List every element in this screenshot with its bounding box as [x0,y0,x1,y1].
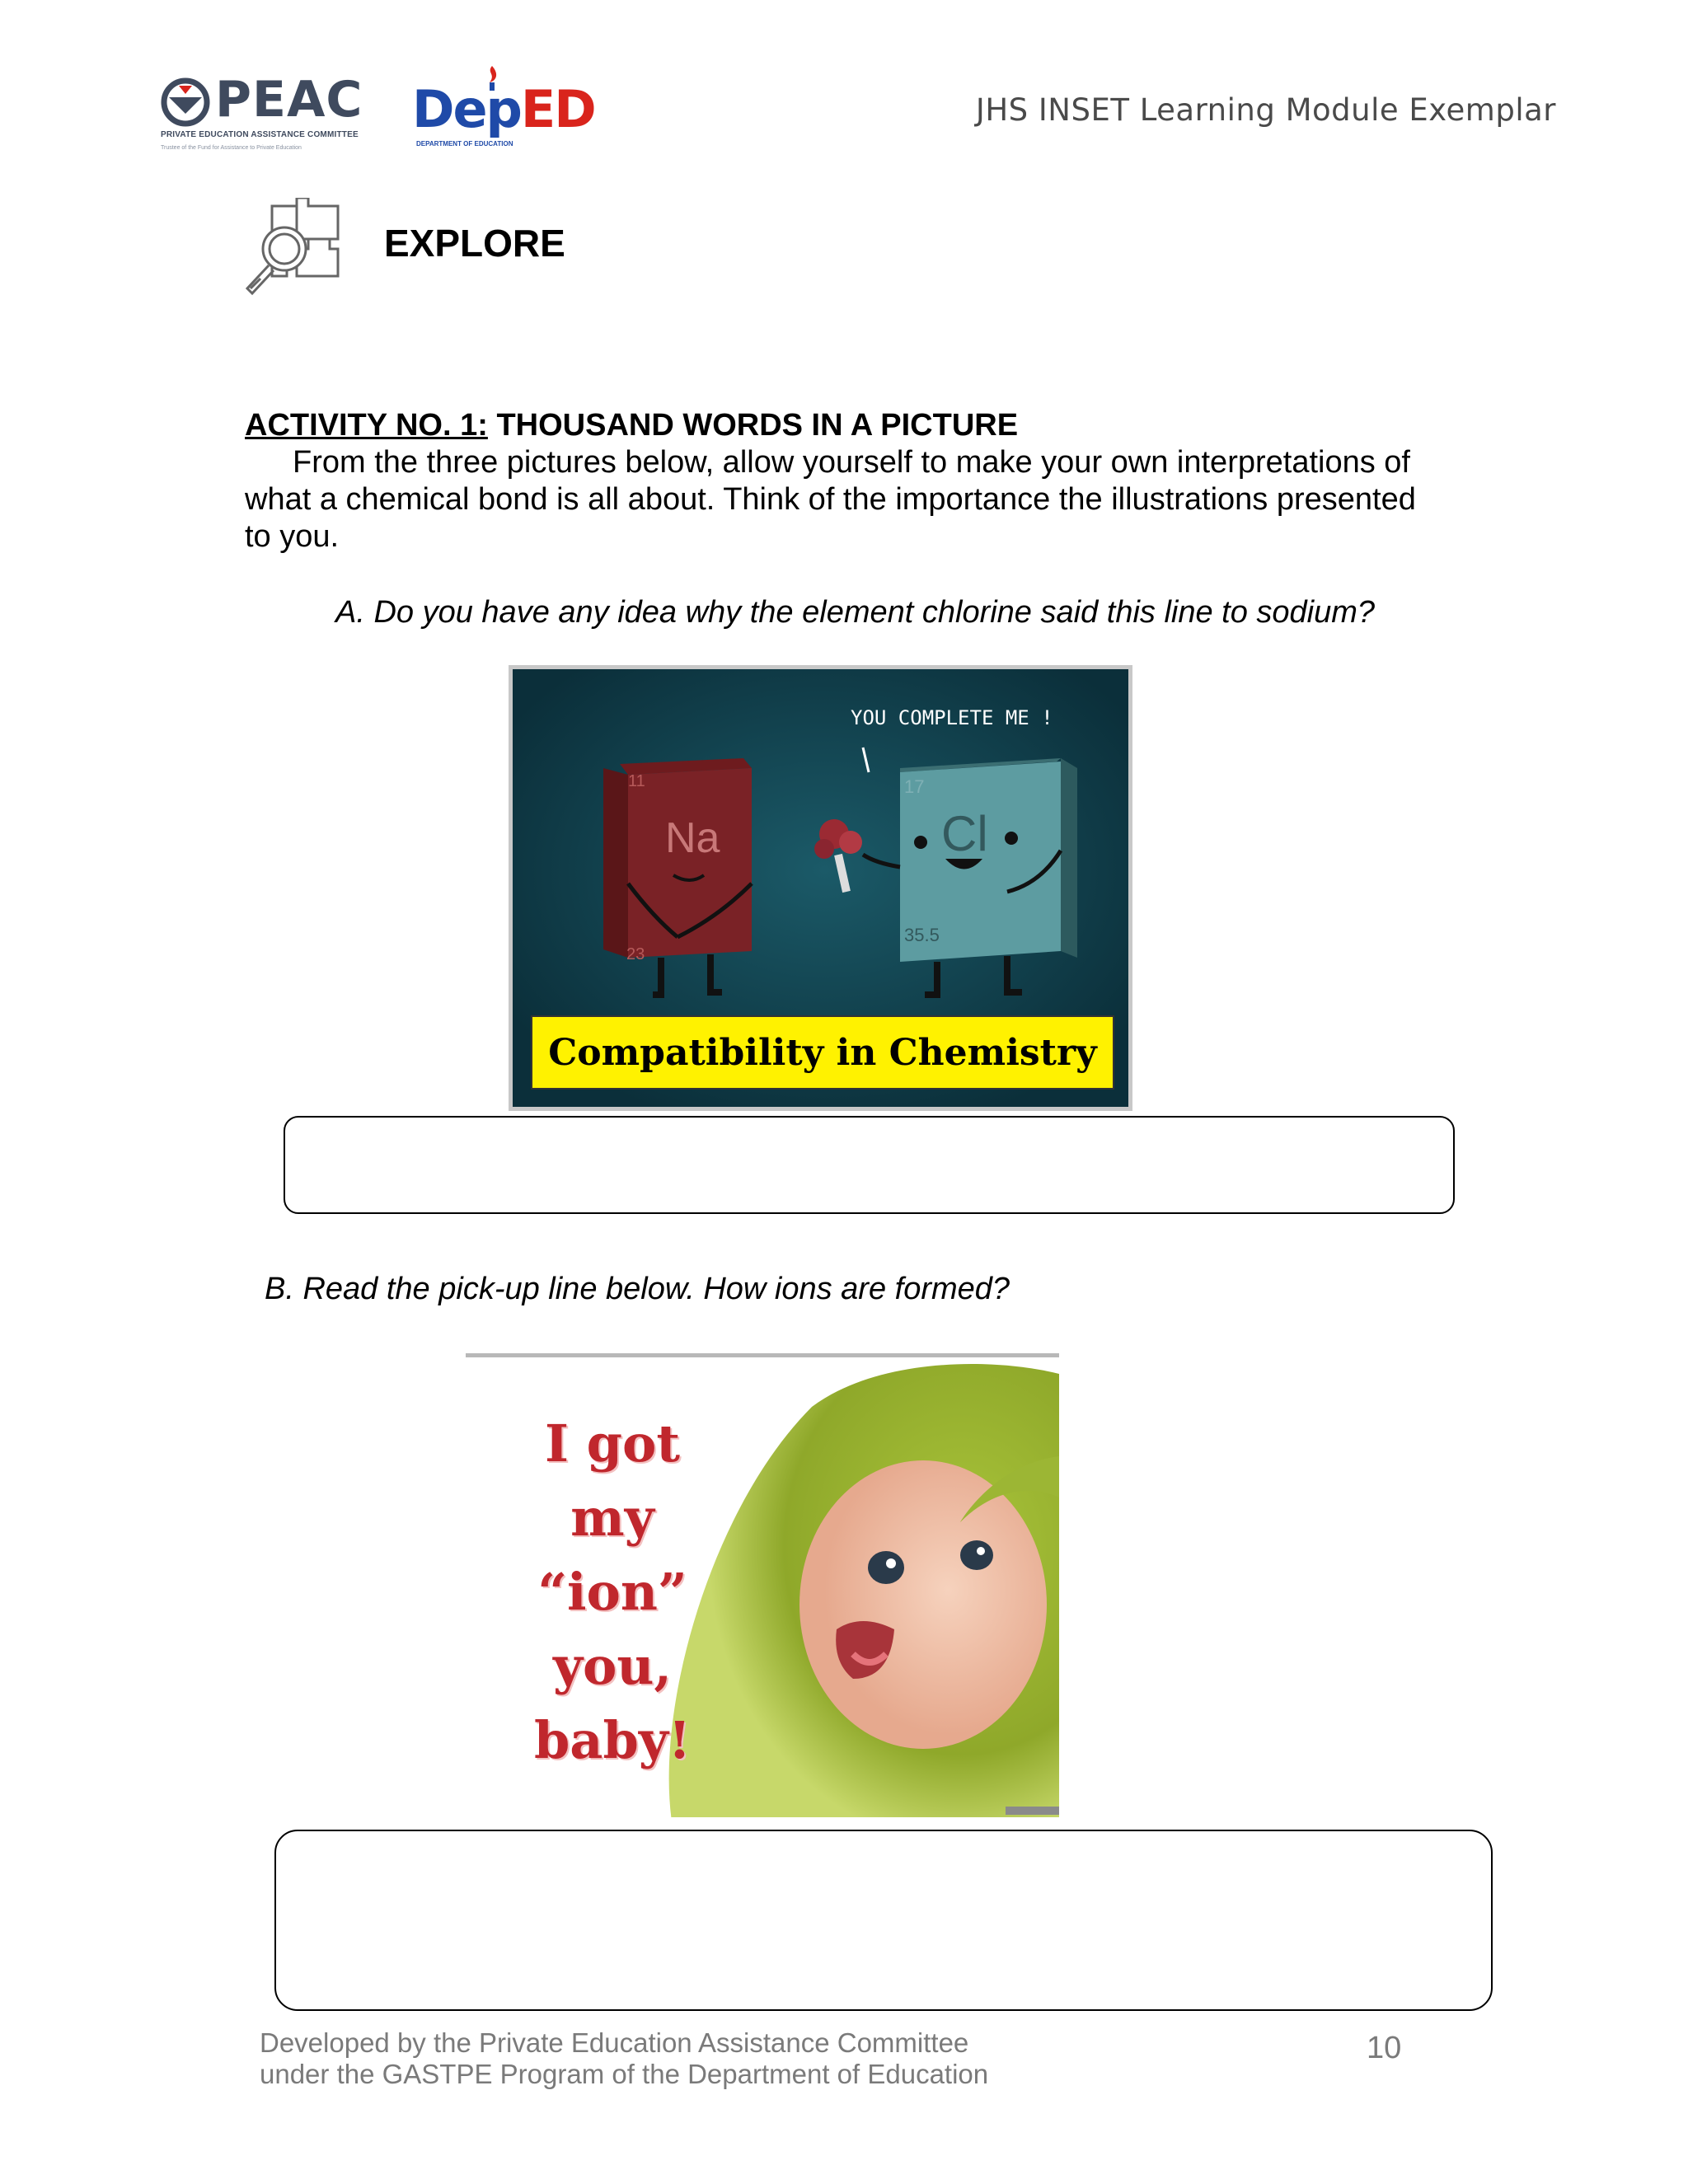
pickup-line-2: my [570,1488,654,1548]
question-b: B. Read the pick-up line below. How ions are formed? [265,1272,1010,1306]
answer-box-b[interactable] [274,1830,1493,2011]
peac-logo [161,71,383,154]
footer-credit [260,2027,988,2090]
module-title: JHS INSET Learning Module Exemplar [975,92,1556,128]
image-caption-box [531,1015,1114,1090]
deped-wordmark: DepED [412,79,595,139]
question-a: A. Do you have any idea why the element chlorine said this line to sodium? [335,595,1376,630]
sodium-symbol: Na [665,814,720,862]
activity-instructions: From the three pictures below, allow yourself to make your own interpretations of what a chemical bond is all about. Think of the importance the illustrations presented to you. [245,445,1416,554]
image-caption: Compatibility in Chemistry [548,1031,1097,1074]
peac-emblem-icon [161,77,210,127]
sodium-atomic-mass: 23 [626,945,645,963]
page-number: 10 [1367,2031,1402,2065]
pickup-line-1: I got [545,1413,680,1474]
deped-subtitle: DEPARTMENT OF EDUCATION [416,140,513,148]
puzzle-magnifier-icon [239,198,346,297]
chemistry-compatibility-image [509,665,1132,1111]
sodium-atomic-number: 11 [628,772,645,790]
activity-heading [245,407,1448,444]
peac-wordmark: PEAC [215,71,363,129]
pickup-line-4: you, baby! [533,1636,692,1770]
pickup-line [489,1407,736,1778]
peac-tagline: Trustee of the Fund for Assistance to Private Education [161,145,302,151]
activity-title: THOUSAND WORDS IN A PICTURE [487,408,1019,443]
activity-block [245,407,1448,555]
answer-box-a[interactable] [284,1116,1455,1214]
speech-text: YOU COMPLETE ME ! [851,706,1053,729]
chlorine-atomic-mass: 35.5 [904,925,940,945]
pickup-line-3: “ion” [537,1562,687,1622]
baby-pickup-line-image [466,1353,1059,1817]
chlorine-symbol: Cl [941,806,988,861]
peac-subtitle: PRIVATE EDUCATION ASSISTANCE COMMITTEE [161,130,359,139]
chlorine-atomic-number: 17 [904,776,925,797]
footer-line-1: Developed by the Private Education Assistance Committee [260,2027,969,2058]
deped-logo [412,64,595,148]
section-title: EXPLORE [384,222,565,265]
activity-label: ACTIVITY NO. 1: [245,408,488,443]
footer-line-2: under the GASTPE Program of the Department of Education [260,2059,989,2089]
